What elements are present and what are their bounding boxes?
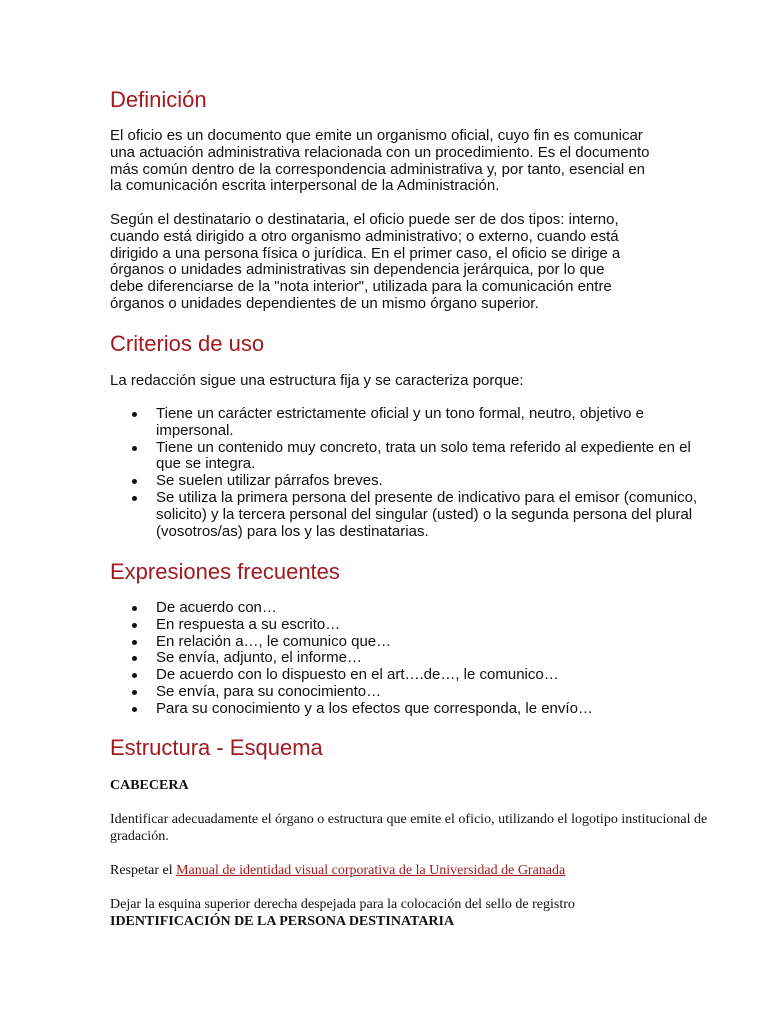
list-item: Tiene un contenido muy concreto, trata un solo tema referido al expediente en el que se integra.	[110, 440, 700, 474]
list-item: Se envía, para su conocimiento…	[110, 684, 700, 701]
definicion-paragraph-1: El oficio es un documento que emite un organismo oficial, cuyo fin es comunicar una actuación administrativa relacionada con un procedimiento. Es el documento más común dentro de la correspondencia administrativa y, por tanto, esencial en la comunicación escrita interpersonal de la Administración.	[110, 127, 650, 195]
cabecera-line-2: gradación.	[110, 829, 169, 844]
respetar-prefix: Respetar el	[110, 863, 177, 878]
manual-identidad-link[interactable]: Manual de identidad visual corporativa de la Universidad de Granada	[176, 863, 566, 878]
list-item: De acuerdo con…	[110, 600, 700, 617]
definicion-paragraph-2: Según el destinatario o destinataria, el oficio puede ser de dos tipos: interno, cuando está dirigido a otro organismo administrativo; o externo, cuando está dirigido a una persona física o jurídica. En el primer caso, el oficio se dirige a órganos o unidades administrativas sin dependencia jerárquica, por lo que debe diferenciarse de la "nota interior", utilizada para la comunicación entre órganos o unidades dependientes de un mismo órgano superior.	[110, 211, 621, 312]
list-item: Para su conocimiento y a los efectos que corresponda, le envío…	[110, 701, 700, 718]
criterios-list	[110, 406, 700, 540]
expresiones-list	[110, 600, 700, 718]
heading-estructura-esquema: Estructura - Esquema	[110, 735, 323, 760]
list-item: Se utiliza la primera persona del presente de indicativo para el emisor (comunico, solicito) y la tercera personal del singular (usted) o la segunda persona del plural (vosotros/as) para los y las destinatarias.	[110, 490, 700, 540]
heading-expresiones-frecuentes: Expresiones frecuentes	[110, 559, 340, 584]
heading-definicion: Definición	[110, 87, 207, 112]
cabecera-line-1: Identificar adecuadamente el órgano o estructura que emite el oficio, utilizando el logotipo institucional de	[110, 812, 708, 827]
destinataria-label: IDENTIFICACIÓN DE LA PERSONA DESTINATARIA	[110, 914, 455, 929]
list-item: Se envía, adjunto, el informe…	[110, 650, 700, 667]
heading-criterios-de-uso: Criterios de uso	[110, 331, 265, 356]
esquina-line: Dejar la esquina superior derecha despejada para la colocación del sello de registro	[110, 897, 575, 912]
respetar-line	[110, 862, 565, 879]
list-item: En respuesta a su escrito…	[110, 617, 700, 634]
list-item: En relación a…, le comunico que…	[110, 634, 700, 651]
list-item: De acuerdo con lo dispuesto en el art….de…, le comunico…	[110, 667, 700, 684]
list-item: Tiene un carácter estrictamente oficial y un tono formal, neutro, objetivo e impersonal.	[110, 406, 700, 440]
cabecera-label: CABECERA	[110, 778, 189, 793]
list-item: Se suelen utilizar párrafos breves.	[110, 473, 700, 490]
criterios-intro: La redacción sigue una estructura fija y se caracteriza porque:	[110, 372, 524, 389]
